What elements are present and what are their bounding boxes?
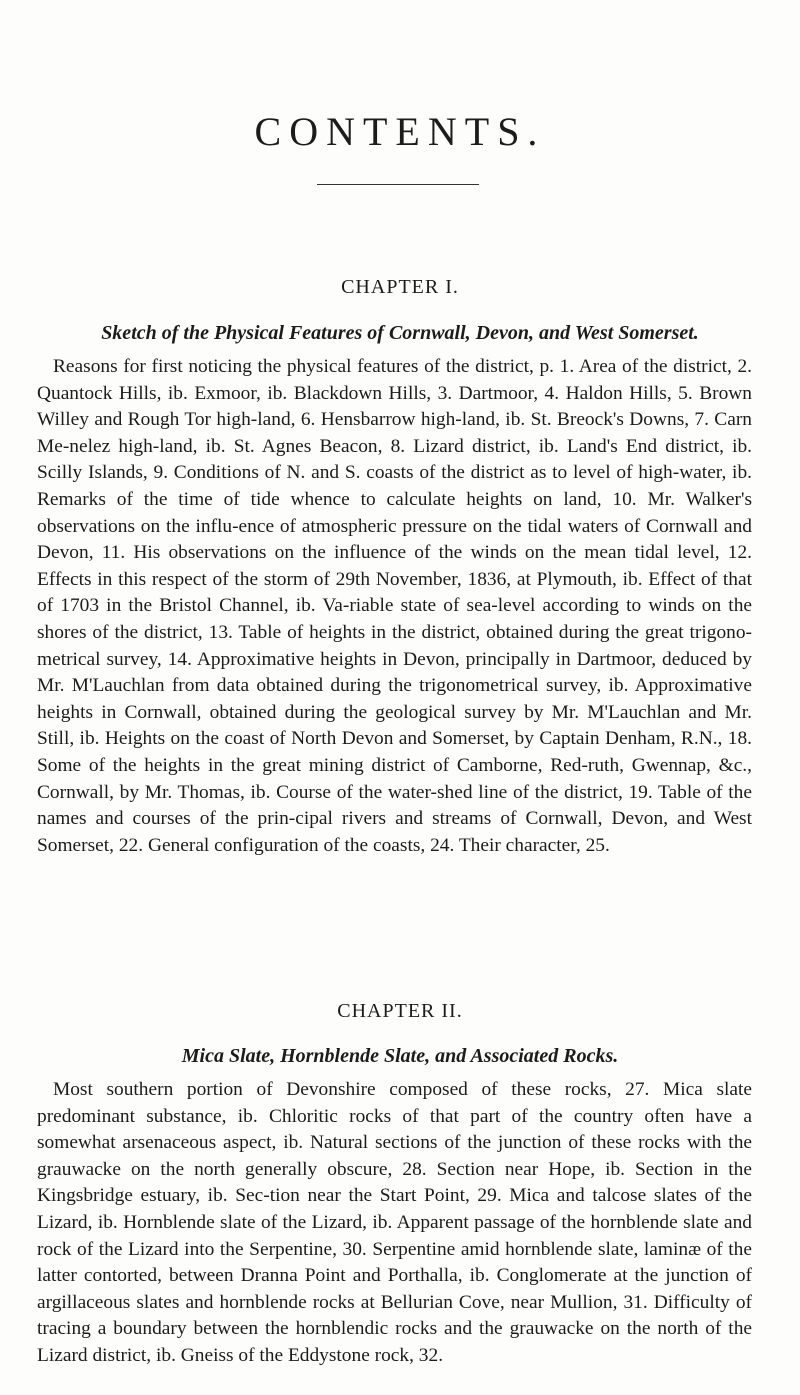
title-rule — [317, 184, 479, 185]
chapter-1-heading: CHAPTER I. — [341, 276, 459, 298]
chapter-1-summary: Reasons for first noticing the physical features of the district, p. 1. Area of the district, 2. Quantock Hills, ib. Exmoor, ib. Blackdown Hills, 3. Dartmoor, 4. Haldon Hills, 5. Brown Willey and Rough Tor high-land, 6. Hensbarrow high-land, ib. St. Breock's Downs, 7. Carn Me-nelez high-land, ib. St. Agnes Beacon, 8. Lizard district, ib. Land's End district, ib. Scilly Islands, 9. Conditions of N. and S. coasts of the district as to level of high-water, ib. Remarks of the time of tide whence to calculate heights on land, 10. Mr. Walker's observations on the influ-ence of atmospheric pressure on the tidal waters of Cornwall and Devon, 11. His observations on the influence of the winds on the mean tidal level, 12. Effects in this respect of the storm of 29th November, 1836, at Plymouth, ib. Effect of that of 1703 in the Bristol Channel, ib. Va-riable state of sea-level according to winds on the shores of the district, 13. Table of heights in the district, obtained during the great trigono-metrical survey, 14. Approximative heights in Devon, principally in Dartmoor, deduced by Mr. M'Lauchlan from data obtained during the trigonometrical survey, ib. Approximative heights in Cornwall, obtained during the geological survey by Mr. M'Lauchlan and Mr. Still, ib. Heights on the coast of North Devon and Somerset, by Captain Denham, R.N., 18. Some of the heights in the great mining district of Camborne, Red-ruth, Gwennap, &c., Cornwall, by Mr. Thomas, ib. Course of the water-shed line of the district, 19. Table of the names and courses of the prin-cipal rivers and streams of Cornwall, Devon, and West Somerset, 22. General configuration of the coasts, 24. Their character, 25. — [37, 356, 752, 856]
chapter-2-summary: Most southern portion of Devonshire composed of these rocks, 27. Mica slate predominant substance, ib. Chloritic rocks of that part of the country often have a somewhat arsenaceous aspect, ib. Natural sections of the junction of these rocks with the grauwacke on the north generally obscure, 28. Section near Hope, ib. Section in the Kingsbridge estuary, ib. Sec-tion near the Start Point, 29. Mica and talcose slates of the Lizard, ib. Hornblende slate of the Lizard, ib. Apparent passage of the hornblende slate and rock of the Lizard into the Serpentine, 30. Serpentine amid hornblende slate, laminæ of the latter contorted, between Dranna Point and Porthalla, ib. Conglomerate at the junction of argillaceous slates and hornblende rocks at Bellurian Cove, near Mullion, 31. Difficulty of tracing a boundary between the hornblendic rocks and the grauwacke on the north of the Lizard district, ib. Gneiss of the Eddystone rock, 32. — [37, 1079, 752, 1366]
chapter-1-subtitle: Sketch of the Physical Features of Cornwall, Devon, and West Somerset. — [101, 322, 699, 344]
chapter-2-heading: CHAPTER II. — [337, 1000, 463, 1022]
page-title: CONTENTS. — [254, 109, 546, 154]
chapter-2-subtitle: Mica Slate, Hornblende Slate, and Associated Rocks. — [181, 1045, 619, 1067]
